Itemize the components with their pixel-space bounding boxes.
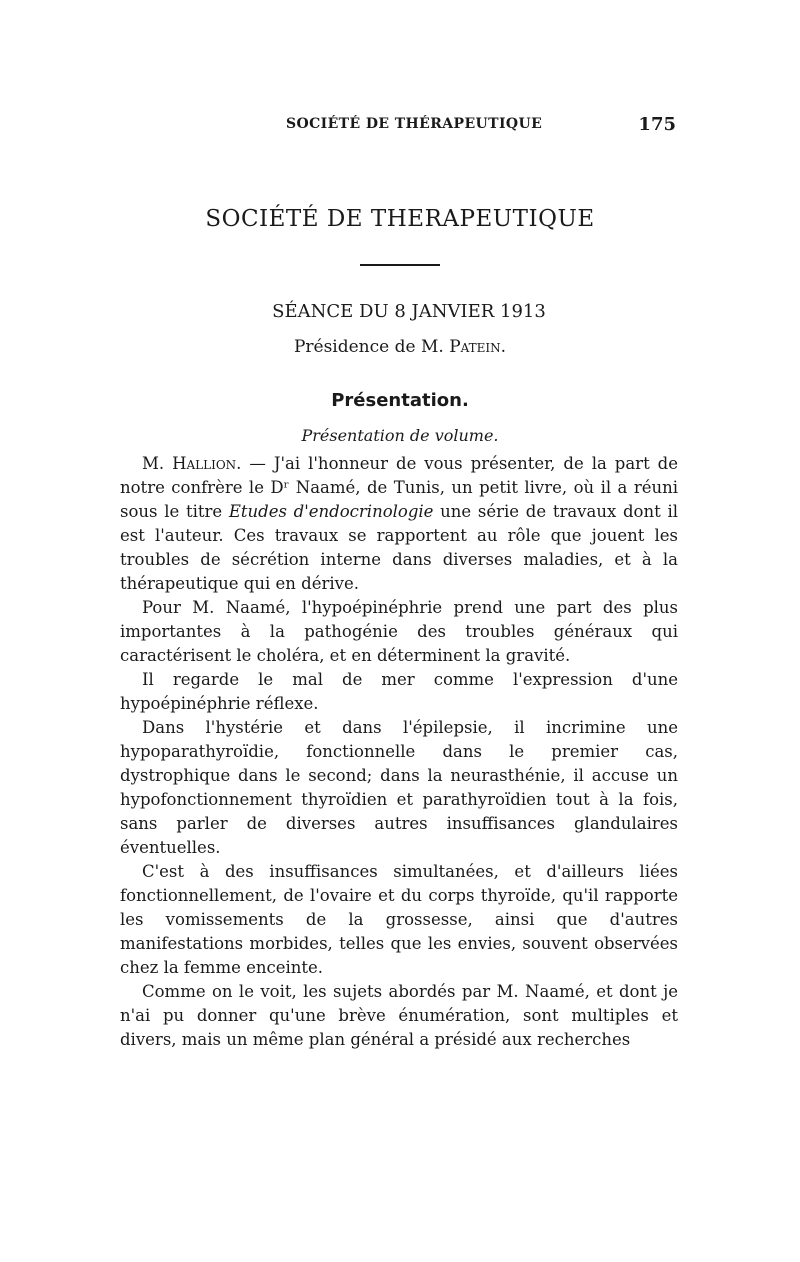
session-date: SÉANCE DU 8 JANVIER 1913 bbox=[272, 301, 546, 322]
speaker-name: M. Hallion. bbox=[142, 454, 242, 473]
paragraph: Dans l'hystérie et dans l'épilepsie, il incrimine une hypoparathyroïdie, fonctionnelle dans le premier cas, dystrophique dans le second; dans la neurasthénie, il accuse un hypofonctionnement thyroïdien et parathyroïdien tout à la fois, sans parler de diverses autres insuffisances glandulaires éventuelles. bbox=[120, 718, 678, 857]
paragraph bbox=[120, 452, 678, 596]
page-number: 175 bbox=[638, 114, 676, 135]
book-title: Etudes d'endocrinologie bbox=[228, 502, 434, 521]
running-head-title: SOCIÉTÉ DE THÉRAPEUTIQUE bbox=[286, 116, 543, 132]
body-text bbox=[120, 452, 678, 1052]
title-divider bbox=[360, 264, 440, 266]
section-heading: Présentation. bbox=[331, 390, 469, 411]
paragraph-text: une série de travaux dont il est l'auteur. Ces travaux se rapportent au rôle que jouent les troubles de sécrétion interne dans diverses maladies, et à la thérapeutique qui en dérive. bbox=[120, 502, 678, 593]
paragraph: C'est à des insuffisances simultanées, et d'ailleurs liées fonctionnellement, de l'ovaire et du corps thyroïde, qu'il rapporte les vomissements de la grossesse, ainsi que d'autres manifestations morbides, telles que les envies, souvent observées chez la femme enceinte. bbox=[120, 862, 678, 977]
paragraph: Comme on le voit, les sujets abordés par M. Naamé, et dont je n'ai pu donner qu'une brève énumération, sont multiples et divers, mais un même plan général a présidé aux recherches bbox=[120, 982, 678, 1049]
paragraph: Il regarde le mal de mer comme l'expression d'une hypoépinéphrie réflexe. bbox=[120, 670, 678, 713]
paragraph-text: — J'ai l'honneur de vous présenter, de la part de notre confrère le Dʳ Naamé, de Tunis, un petit livre, où il a réuni sous le titre bbox=[120, 454, 678, 521]
paragraph: Pour M. Naamé, l'hypoépinéphrie prend une part des plus importantes à la pathogénie des troubles généraux qui caractérisent le choléra, et en déterminent la gravité. bbox=[120, 598, 678, 665]
presidency-suffix: . bbox=[500, 337, 507, 357]
presidency-line bbox=[0, 337, 800, 357]
society-title: SOCIÉTÉ DE THERAPEUTIQUE bbox=[205, 206, 595, 232]
subsection-heading: Présentation de volume. bbox=[301, 426, 499, 445]
presidency-prefix: Présidence de M. bbox=[293, 337, 450, 357]
president-name: Patein bbox=[449, 337, 501, 357]
running-head bbox=[120, 116, 680, 140]
